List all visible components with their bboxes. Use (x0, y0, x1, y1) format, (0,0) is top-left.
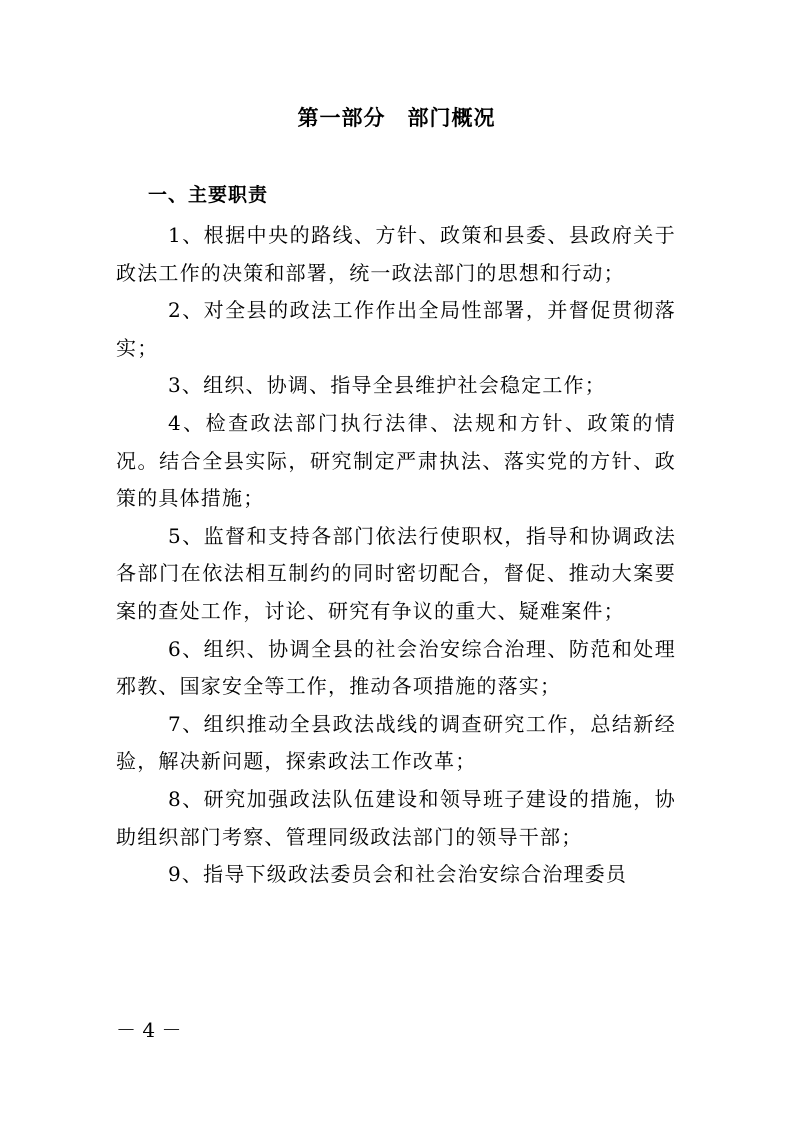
paragraph-2: 2、对全县的政法工作作出全局性部署，并督促贯彻落实； (116, 298, 676, 360)
section-heading: 一、主要职责 (148, 184, 269, 206)
paragraph-4: 4、检查政法部门执行法律、法规和方针、政策的情况。结合全县实际，研究制定严肃执法、落实党的方针、政策的具体措施； (116, 410, 676, 511)
paragraph-3: 3、组织、协调、指导全县维护社会稳定工作； (168, 373, 606, 398)
paragraph-9: 9、指导下级政法委员会和社会治安综合治理委员 (168, 862, 628, 887)
body-text (116, 217, 676, 894)
page-title: 第一部分 部门概况 (297, 106, 496, 130)
paragraph-5: 5、监督和支持各部门依法行使职权，指导和协调政法各部门在依法相互制约的同时密切配合，督促、推动大案要案的查处工作，讨论、研究有争议的重大、疑难案件； (116, 523, 676, 623)
paragraph-6: 6、组织、协调全县的社会治安综合治理、防范和处理邪教、国家安全等工作，推动各项措施的落实； (116, 636, 676, 699)
paragraph-7: 7、组织推动全县政法战线的调查研究工作，总结新经验，解决新问题，探索政法工作改革； (116, 711, 676, 774)
paragraph-8: 8、研究加强政法队伍建设和领导班子建设的措施，协助组织部门考察、管理同级政法部门的领导干部； (116, 786, 676, 849)
paragraph-1: 1、根据中央的路线、方针、政策和县委、县政府关于政法工作的决策和部署，统一政法部门的思想和行动； (116, 223, 676, 285)
page-number: － 4 － (116, 1018, 182, 1042)
